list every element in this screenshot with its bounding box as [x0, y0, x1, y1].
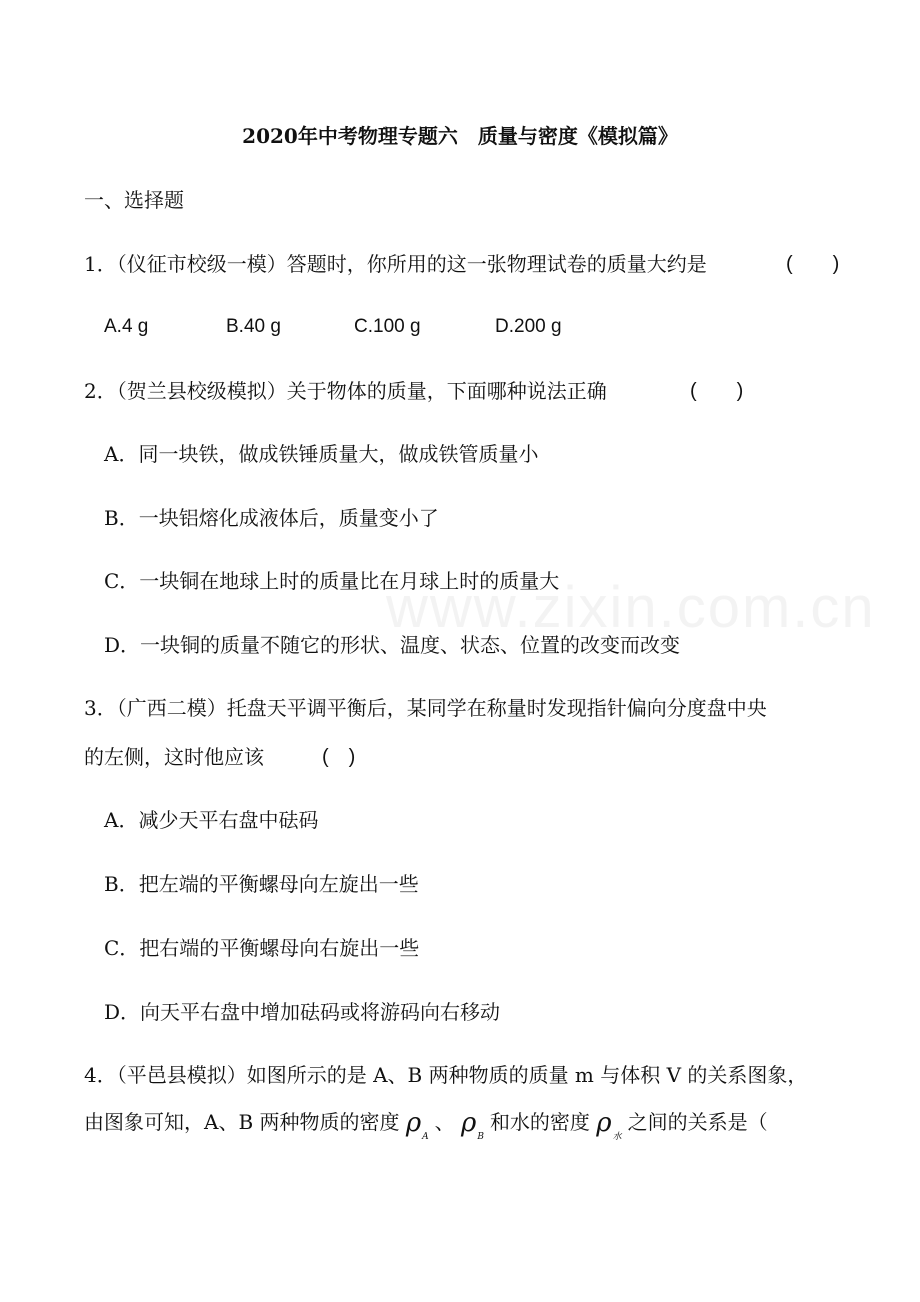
- question-1-options: [104, 313, 704, 341]
- rho-symbol-water: ρ: [596, 1108, 612, 1138]
- question-3-option-b: B．把左端的平衡螺母向左旋出一些: [104, 872, 419, 896]
- rho-subscript-a: A: [422, 1132, 429, 1142]
- question-3-option-c: C．把右端的平衡螺母向右旋出一些: [104, 936, 420, 960]
- question-1-answer-blank: ( ): [786, 253, 840, 275]
- question-3-stem-line2: 的左侧，这时他应该: [84, 745, 264, 769]
- question-1-option-b: B.40 g: [226, 316, 281, 337]
- rho-subscript-water: 水: [612, 1132, 622, 1142]
- question-2-option-a: A．同一块铁，做成铁锤质量大，做成铁管质量小: [104, 442, 539, 466]
- watermark: www.zixin.com.cn: [386, 575, 876, 640]
- rho-subscript-b: B: [477, 1132, 484, 1142]
- question-2-stem: 2．（贺兰县校级模拟）关于物体的质量，下面哪种说法正确: [84, 379, 607, 403]
- question-1-option-d: D.200 g: [495, 316, 562, 337]
- page-title: 2020年中考物理专题六 质量与密度《模拟篇》: [242, 124, 678, 148]
- rho-symbol-b: ρ: [461, 1108, 477, 1138]
- question-4-stem: 4．（平邑县模拟）如图所示的是 A、B 两种物质的质量 m 与体积 V 的关系图象，: [84, 1063, 808, 1087]
- question-4-separator: 、: [434, 1110, 455, 1134]
- question-3-option-a: A．减少天平右盘中砝码: [104, 808, 319, 832]
- question-4-text-a: 由图象可知，A、B 两种物质的密度: [84, 1110, 400, 1134]
- question-4-stem-line2: [84, 1108, 768, 1151]
- question-2-answer-blank: ( ): [690, 380, 744, 402]
- question-1-option-c: C.100 g: [354, 316, 421, 337]
- rho-symbol-a: ρ: [405, 1108, 422, 1138]
- question-3-answer-blank: ( ): [322, 746, 356, 768]
- question-1-option-a: A.4 g: [104, 316, 149, 337]
- question-3-stem: 3．（广西二模）托盘天平调平衡后，某同学在称量时发现指针偏向分度盘中央: [84, 696, 767, 720]
- question-4-text-c: 之间的关系是（: [627, 1110, 768, 1134]
- section-heading: 一、选择题: [84, 188, 184, 212]
- question-4-text-b: 和水的密度: [489, 1110, 590, 1134]
- question-3-option-d: D．向天平右盘中增加砝码或将游码向右移动: [104, 1000, 501, 1024]
- question-1-stem: 1．（仪征市校级一模）答题时，你所用的这一张物理试卷的质量大约是: [84, 252, 707, 276]
- question-2-option-d: D．一块铜的质量不随它的形状、温度、状态、位置的改变而改变: [104, 633, 681, 657]
- question-2-option-b: B．一块铝熔化成液体后，质量变小了: [104, 506, 439, 530]
- question-2-option-c: C．一块铜在地球上时的质量比在月球上时的质量大: [104, 569, 560, 593]
